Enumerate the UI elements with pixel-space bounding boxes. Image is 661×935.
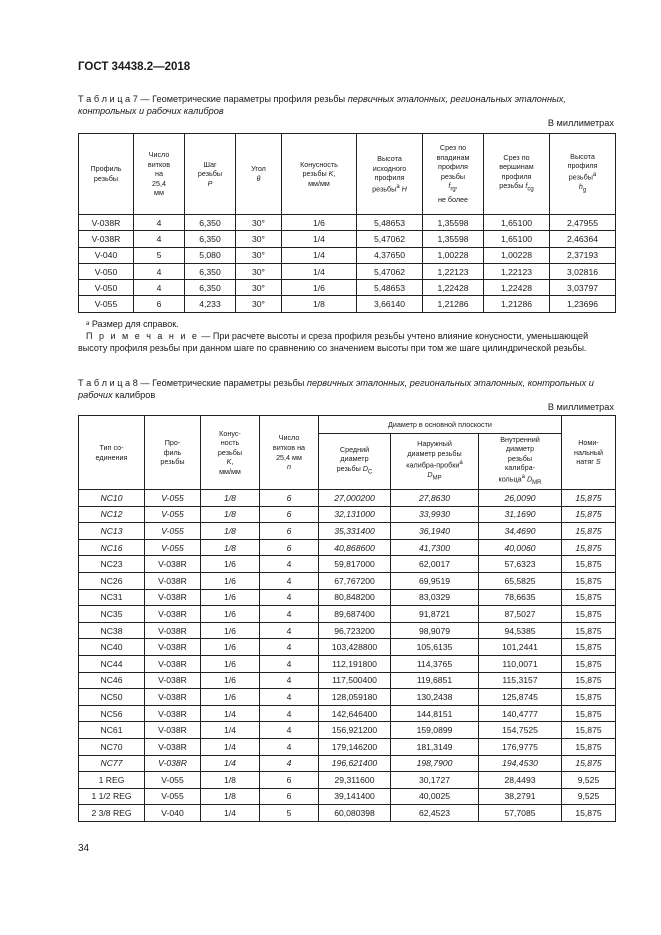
- table-cell: 40,0025: [391, 788, 479, 805]
- table-cell: V-038R: [145, 606, 201, 623]
- note-text: — При расчете высоты и среза профиля резьбы учтено влияние конусности, уменьшающей высоту профиля резьбы при данном шаге по сравнению со значением высоты при том же шаге цилиндрической резьбы.: [78, 331, 589, 353]
- table-cell: 1,21286: [423, 296, 484, 312]
- table-cell: 32,131000: [319, 506, 391, 523]
- table-cell: 110,0071: [479, 655, 562, 672]
- t8-col-profile: Про- филь резьбы: [145, 416, 201, 490]
- table-cell: 4: [260, 689, 319, 706]
- table-cell: V-038R: [79, 231, 134, 247]
- t7-col-height-hg: Высота профиля резьбы$^a$ $h_g$: [550, 134, 616, 215]
- table-cell: 4,233: [185, 296, 236, 312]
- table8-title-tail: калибров: [112, 390, 156, 400]
- table-cell: 130,2438: [391, 689, 479, 706]
- table-cell: V-038R: [145, 572, 201, 589]
- table-cell: 2,47955: [550, 215, 616, 231]
- table-cell: 15,875: [562, 755, 616, 772]
- table-cell: 41,7300: [391, 539, 479, 556]
- table-row: [79, 215, 616, 231]
- table-cell: NC23: [79, 556, 145, 573]
- table-cell: 4: [260, 639, 319, 656]
- table-cell: 15,875: [562, 490, 616, 507]
- table-cell: 5,47062: [357, 263, 423, 279]
- table-cell: V-038R: [145, 622, 201, 639]
- table-cell: 40,0060: [479, 539, 562, 556]
- table-row: [79, 788, 616, 805]
- table-cell: 3,66140: [357, 296, 423, 312]
- table-cell: NC40: [79, 639, 145, 656]
- table-cell: 89,687400: [319, 606, 391, 623]
- table-cell: V-055: [145, 788, 201, 805]
- table-cell: 4: [260, 556, 319, 573]
- table-cell: NC70: [79, 738, 145, 755]
- table-cell: 1,65100: [484, 231, 550, 247]
- t7-col-angle: Угол θ: [236, 134, 282, 215]
- table-cell: 114,3765: [391, 655, 479, 672]
- table-cell: 15,875: [562, 805, 616, 822]
- table-cell: 5,48653: [357, 215, 423, 231]
- table-cell: 5,080: [185, 247, 236, 263]
- table-cell: 1,21286: [484, 296, 550, 312]
- table-cell: 30°: [236, 280, 282, 296]
- table-cell: 57,6323: [479, 556, 562, 573]
- table-cell: V-038R: [145, 655, 201, 672]
- t7-col-crest-trunc: Срез по вершинам профиля резьбы $f_{cg}$: [484, 134, 550, 215]
- table-cell: NC56: [79, 705, 145, 722]
- table-cell: V-055: [145, 539, 201, 556]
- table-cell: NC26: [79, 572, 145, 589]
- table-cell: 67,767200: [319, 572, 391, 589]
- table-cell: NC35: [79, 606, 145, 623]
- table-cell: 1/8: [201, 490, 260, 507]
- table-cell: 26,0090: [479, 490, 562, 507]
- table7-title: первичных эталонных, региональных эталонных, контрольных и рабочих калибров: [78, 94, 566, 116]
- t7-col-height-h: Высота исходного профиля резьбы$^a$ H: [357, 134, 423, 215]
- table-cell: 6: [260, 772, 319, 789]
- t8-col-pitch-dia: Средний диаметр резьбы $D_C$: [319, 434, 391, 490]
- table7: [78, 133, 616, 313]
- table-cell: 5: [134, 247, 185, 263]
- table-cell: 30°: [236, 263, 282, 279]
- table-cell: 15,875: [562, 572, 616, 589]
- table-cell: 4: [134, 263, 185, 279]
- table8-title: первичных эталонных, региональных эталонных, контрольных и рабочих: [78, 378, 594, 400]
- table-cell: 5,48653: [357, 280, 423, 296]
- table-cell: NC44: [79, 655, 145, 672]
- t7-col-pitch: Шаг резьбы P: [185, 134, 236, 215]
- table-cell: 4: [260, 705, 319, 722]
- table-cell: NC31: [79, 589, 145, 606]
- table-cell: 15,875: [562, 672, 616, 689]
- table-cell: V-038R: [145, 738, 201, 755]
- table-cell: 1 REG: [79, 772, 145, 789]
- table-cell: 1/8: [201, 788, 260, 805]
- table-cell: 15,875: [562, 506, 616, 523]
- table-cell: 4: [260, 655, 319, 672]
- table-cell: 15,875: [562, 622, 616, 639]
- table-cell: 156,921200: [319, 722, 391, 739]
- table-cell: 94,5385: [479, 622, 562, 639]
- table-cell: 1/8: [201, 523, 260, 540]
- table-cell: 1,22123: [423, 263, 484, 279]
- table-cell: 27,000200: [319, 490, 391, 507]
- table8-caption: [78, 377, 616, 401]
- table-cell: 30°: [236, 296, 282, 312]
- table-cell: NC16: [79, 539, 145, 556]
- table8-label: Т а б л и ц а 8: [78, 378, 138, 388]
- table-cell: 6: [260, 523, 319, 540]
- table7-label: Т а б л и ц а 7: [78, 94, 138, 104]
- table-cell: 1 1/2 REG: [79, 788, 145, 805]
- table-cell: 1,22428: [423, 280, 484, 296]
- table-cell: NC61: [79, 722, 145, 739]
- table-cell: 57,7085: [479, 805, 562, 822]
- table-row: [79, 622, 616, 639]
- table-cell: V-038R: [145, 689, 201, 706]
- table-cell: 78,6635: [479, 589, 562, 606]
- table-row: [79, 523, 616, 540]
- table-cell: 1/6: [201, 689, 260, 706]
- table-cell: 1,35598: [423, 231, 484, 247]
- table-row: [79, 490, 616, 507]
- table-row: [79, 539, 616, 556]
- table-cell: 6: [260, 539, 319, 556]
- table8-units: В миллиметрах: [547, 402, 614, 412]
- table-cell: 15,875: [562, 705, 616, 722]
- table-cell: 196,621400: [319, 755, 391, 772]
- table-cell: 30°: [236, 215, 282, 231]
- table8-dash: — Геометрические параметры резьбы: [137, 378, 307, 388]
- table-cell: 6,350: [185, 263, 236, 279]
- table-cell: 105,6135: [391, 639, 479, 656]
- table-row: [79, 655, 616, 672]
- table-cell: 31,1690: [479, 506, 562, 523]
- table-cell: 142,646400: [319, 705, 391, 722]
- t8-col-major-dia: Наружный диаметр резьбы калибра-пробки$^a$ $D_{MP}$: [391, 434, 479, 490]
- table-row: [79, 231, 616, 247]
- t8-col-group: Диаметр в основной плоскости: [319, 416, 562, 434]
- table-cell: 15,875: [562, 722, 616, 739]
- table-cell: V-038R: [145, 722, 201, 739]
- table-cell: V-055: [145, 772, 201, 789]
- table-cell: 27,8630: [391, 490, 479, 507]
- table-cell: 6: [260, 788, 319, 805]
- table-cell: 2,46364: [550, 231, 616, 247]
- table-cell: 1/4: [282, 263, 357, 279]
- table-cell: 101,2441: [479, 639, 562, 656]
- table-cell: V-040: [145, 805, 201, 822]
- table-cell: 159,0899: [391, 722, 479, 739]
- table-cell: NC38: [79, 622, 145, 639]
- note-label: П р и м е ч а н и е: [86, 331, 199, 341]
- table-cell: NC46: [79, 672, 145, 689]
- table-cell: 1/4: [282, 231, 357, 247]
- t8-col-taper: Конус- ность резьбы K, мм/мм: [201, 416, 260, 490]
- table-cell: 29,311600: [319, 772, 391, 789]
- table-cell: 30,1727: [391, 772, 479, 789]
- table-cell: 115,3157: [479, 672, 562, 689]
- t8-col-conn: Тип со- единения: [79, 416, 145, 490]
- table-cell: 119,6851: [391, 672, 479, 689]
- table-cell: 5: [260, 805, 319, 822]
- table-row: [79, 755, 616, 772]
- table-cell: V-038R: [145, 672, 201, 689]
- table-cell: 1,35598: [423, 215, 484, 231]
- table-cell: V-055: [79, 296, 134, 312]
- table-cell: V-055: [145, 523, 201, 540]
- table-cell: 1/6: [201, 655, 260, 672]
- table-cell: 103,428800: [319, 639, 391, 656]
- table-cell: 33,9930: [391, 506, 479, 523]
- table7-dash: — Геометрические параметры профиля резьбы: [137, 94, 348, 104]
- table-cell: 1/8: [282, 296, 357, 312]
- table-cell: 1,22123: [484, 263, 550, 279]
- table-cell: 198,7900: [391, 755, 479, 772]
- table-cell: 34,4690: [479, 523, 562, 540]
- table-cell: 1/6: [201, 639, 260, 656]
- table-cell: V-038R: [145, 556, 201, 573]
- table-row: [79, 738, 616, 755]
- table-cell: 140,4777: [479, 705, 562, 722]
- table-cell: 1,22428: [484, 280, 550, 296]
- table-cell: 60,080398: [319, 805, 391, 822]
- table7-units: В миллиметрах: [547, 118, 614, 128]
- table-cell: 30°: [236, 247, 282, 263]
- table-row: [79, 606, 616, 623]
- table-cell: 15,875: [562, 523, 616, 540]
- table-cell: V-038R: [145, 755, 201, 772]
- document-header: ГОСТ 34438.2—2018: [78, 61, 191, 73]
- table-cell: 1/4: [201, 805, 260, 822]
- table-cell: 15,875: [562, 539, 616, 556]
- table-cell: 1/6: [201, 672, 260, 689]
- table-cell: 1/6: [201, 556, 260, 573]
- table-cell: 1,65100: [484, 215, 550, 231]
- table-row: [79, 672, 616, 689]
- table-cell: 1/6: [282, 215, 357, 231]
- table-cell: 65,5825: [479, 572, 562, 589]
- table-cell: 1/6: [201, 572, 260, 589]
- table-cell: 117,500400: [319, 672, 391, 689]
- table-cell: 2 3/8 REG: [79, 805, 145, 822]
- table-cell: 3,03797: [550, 280, 616, 296]
- table-cell: V-055: [145, 490, 201, 507]
- table-cell: 4: [134, 280, 185, 296]
- t7-col-profile: Профиль резьбы: [79, 134, 134, 215]
- t7-col-root-trunc: Срез по впадинам профиля резьбы $f_{rg}$, не более: [423, 134, 484, 215]
- table-cell: 5,47062: [357, 231, 423, 247]
- table-row: [79, 639, 616, 656]
- table-cell: 179,146200: [319, 738, 391, 755]
- table-cell: 1,00228: [423, 247, 484, 263]
- table-cell: 125,8745: [479, 689, 562, 706]
- table-cell: 15,875: [562, 655, 616, 672]
- table-cell: V-050: [79, 263, 134, 279]
- table-cell: 15,875: [562, 556, 616, 573]
- table-cell: 69,9519: [391, 572, 479, 589]
- table-cell: 1/4: [201, 705, 260, 722]
- table-cell: 112,191800: [319, 655, 391, 672]
- table-cell: 15,875: [562, 639, 616, 656]
- table-cell: 1/6: [201, 622, 260, 639]
- table-row: [79, 280, 616, 296]
- table-cell: 4: [260, 606, 319, 623]
- table-cell: NC77: [79, 755, 145, 772]
- table-cell: NC12: [79, 506, 145, 523]
- table-row: [79, 805, 616, 822]
- table-cell: 9,525: [562, 772, 616, 789]
- table-cell: 9,525: [562, 788, 616, 805]
- table-cell: V-038R: [145, 705, 201, 722]
- table-cell: 36,1940: [391, 523, 479, 540]
- table-row: [79, 296, 616, 312]
- table-cell: V-050: [79, 280, 134, 296]
- table-cell: 6: [260, 490, 319, 507]
- table-row: [79, 247, 616, 263]
- table-cell: 176,9775: [479, 738, 562, 755]
- table-cell: 39,141400: [319, 788, 391, 805]
- table8: [78, 415, 616, 822]
- table-row: [79, 772, 616, 789]
- table-cell: 28,4493: [479, 772, 562, 789]
- table-cell: 128,059180: [319, 689, 391, 706]
- table-cell: 6,350: [185, 215, 236, 231]
- table-cell: 4: [260, 589, 319, 606]
- table-row: [79, 589, 616, 606]
- table-cell: V-038R: [79, 215, 134, 231]
- table-cell: 1/8: [201, 506, 260, 523]
- table-cell: 83,0329: [391, 589, 479, 606]
- table-cell: 4: [260, 755, 319, 772]
- table-cell: 15,875: [562, 689, 616, 706]
- t8-col-turns: Число витков на 25,4 мм n: [260, 416, 319, 490]
- table-cell: 62,0017: [391, 556, 479, 573]
- table-cell: 15,875: [562, 589, 616, 606]
- table-cell: 6: [260, 506, 319, 523]
- table-cell: 4: [260, 572, 319, 589]
- table-cell: 40,868600: [319, 539, 391, 556]
- table7-caption: [78, 93, 616, 117]
- table-cell: 4: [134, 231, 185, 247]
- table-cell: 15,875: [562, 606, 616, 623]
- table-cell: 91,8721: [391, 606, 479, 623]
- table-cell: 154,7525: [479, 722, 562, 739]
- table-cell: 1/6: [282, 280, 357, 296]
- t7-col-turns: Число витков на 25,4 мм: [134, 134, 185, 215]
- table-cell: NC10: [79, 490, 145, 507]
- table-cell: V-040: [79, 247, 134, 263]
- table-cell: 1/4: [201, 755, 260, 772]
- table-row: [79, 556, 616, 573]
- table-cell: V-055: [145, 506, 201, 523]
- table-cell: 4: [134, 215, 185, 231]
- t7-col-taper: Конусность резьбы K, мм/мм: [282, 134, 357, 215]
- table-cell: 1/4: [201, 738, 260, 755]
- table7-note: [78, 330, 616, 354]
- table-cell: 181,3149: [391, 738, 479, 755]
- table-cell: V-038R: [145, 639, 201, 656]
- table-row: [79, 722, 616, 739]
- page-number: 34: [78, 843, 90, 854]
- table-cell: 2,37193: [550, 247, 616, 263]
- table-cell: 6: [134, 296, 185, 312]
- table-cell: 87,5027: [479, 606, 562, 623]
- table7-notes: [78, 318, 616, 354]
- table-cell: 4,37650: [357, 247, 423, 263]
- table-cell: 35,331400: [319, 523, 391, 540]
- table-row: [79, 263, 616, 279]
- table-cell: 1,23696: [550, 296, 616, 312]
- table-row: [79, 572, 616, 589]
- table-cell: 4: [260, 622, 319, 639]
- t8-col-standoff: Номи- нальный натяг S: [562, 416, 616, 490]
- table-cell: 1,00228: [484, 247, 550, 263]
- table-cell: 4: [260, 672, 319, 689]
- table-row: [79, 705, 616, 722]
- table-cell: 96,723200: [319, 622, 391, 639]
- table-cell: 3,02816: [550, 263, 616, 279]
- table7-footnote: ᵃ Размер для справок.: [86, 319, 179, 329]
- table-cell: 1/8: [201, 539, 260, 556]
- table-cell: 4: [260, 722, 319, 739]
- table-cell: 98,9079: [391, 622, 479, 639]
- table-cell: 6,350: [185, 280, 236, 296]
- table-cell: 6,350: [185, 231, 236, 247]
- table-cell: 1/6: [201, 589, 260, 606]
- table-cell: NC13: [79, 523, 145, 540]
- table-cell: NC50: [79, 689, 145, 706]
- table-cell: 59,817000: [319, 556, 391, 573]
- table-cell: 15,875: [562, 738, 616, 755]
- table-cell: 80,848200: [319, 589, 391, 606]
- table-cell: V-038R: [145, 589, 201, 606]
- table-cell: 1/6: [201, 606, 260, 623]
- table-cell: 4: [260, 738, 319, 755]
- table-cell: 1/4: [201, 722, 260, 739]
- table-cell: 38,2791: [479, 788, 562, 805]
- table-cell: 62,4523: [391, 805, 479, 822]
- table-cell: 144,8151: [391, 705, 479, 722]
- table-cell: 1/8: [201, 772, 260, 789]
- table-row: [79, 506, 616, 523]
- t8-col-minor-dia: Внутренний диаметр резьбы калибра- кольца$^a$ $D_{MR}$: [479, 434, 562, 490]
- table-cell: 194,4530: [479, 755, 562, 772]
- table-row: [79, 689, 616, 706]
- table-cell: 30°: [236, 231, 282, 247]
- table-cell: 1/4: [282, 247, 357, 263]
